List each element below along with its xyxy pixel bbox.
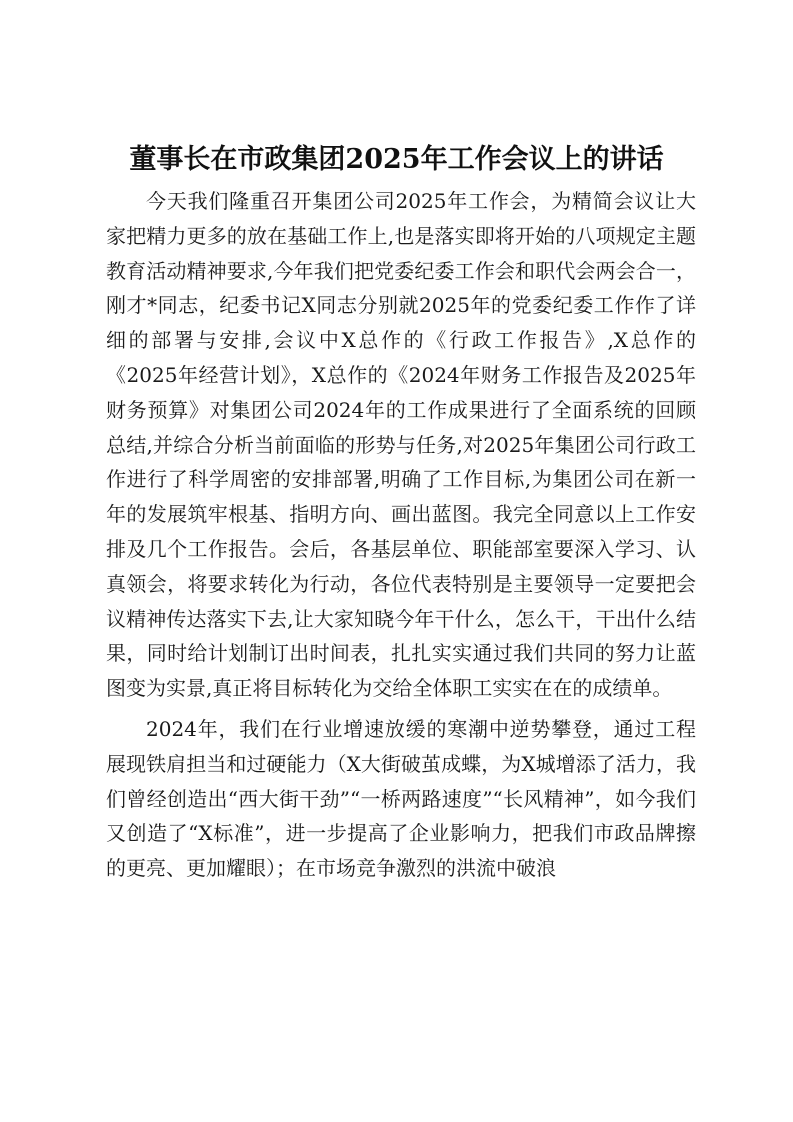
document-title: 董事长在市政集团2025年工作会议上的讲话 [129, 144, 664, 175]
document-body [106, 184, 696, 886]
paragraph-1: 今天我们隆重召开集团公司2025年工作会，为精简会议让大家把精力更多的放在基础工作上,也是落实即将开始的八项规定主题教育活动精神要求,今年我们把党委纪委工作会和职代会两会合一，刚才*同志，纪委书记X同志分别就2025年的党委纪委工作作了详细的部署与安排,会议中X总作的《行政工作报告》,X总作的《2025年经营计划》，X总作的《2024年财务工作报告及2025年财务预算》对集团公司2024年的工作成果进行了全面系统的回顾总结,并综合分析当前面临的形势与任务,对2025年集团公司行政工作进行了科学周密的安排部署,明确了工作目标,为集团公司在新一年的发展筑牢根基、指明方向、画出蓝图。我完全同意以上工作安排及几个工作报告。会后，各基层单位、职能部室要深入学习、认真领会，将要求转化为行动，各位代表特别是主要领导一定要把会议精神传达落实下去,让大家知晓今年干什么，怎么干，干出什么结果，同时给计划制订出时间表，扎扎实实通过我们共同的努力让蓝图变为实景,真正将目标转化为交给全体职工实实在在的成绩单。 [106, 189, 696, 701]
paragraph-2: 2024年，我们在行业增速放缓的寒潮中逆势攀登，通过工程展现铁肩担当和过硬能力（X大街破茧成蝶，为X城增添了活力，我们曾经创造出“西大街干劲”“一桥两路速度”“长风精神”，如今我们又创造了“X标准”，进一步提高了企业影响力，把我们市政品牌擦的更亮、更加耀眼）；在市场竞争激烈的洪流中破浪 [106, 716, 696, 881]
